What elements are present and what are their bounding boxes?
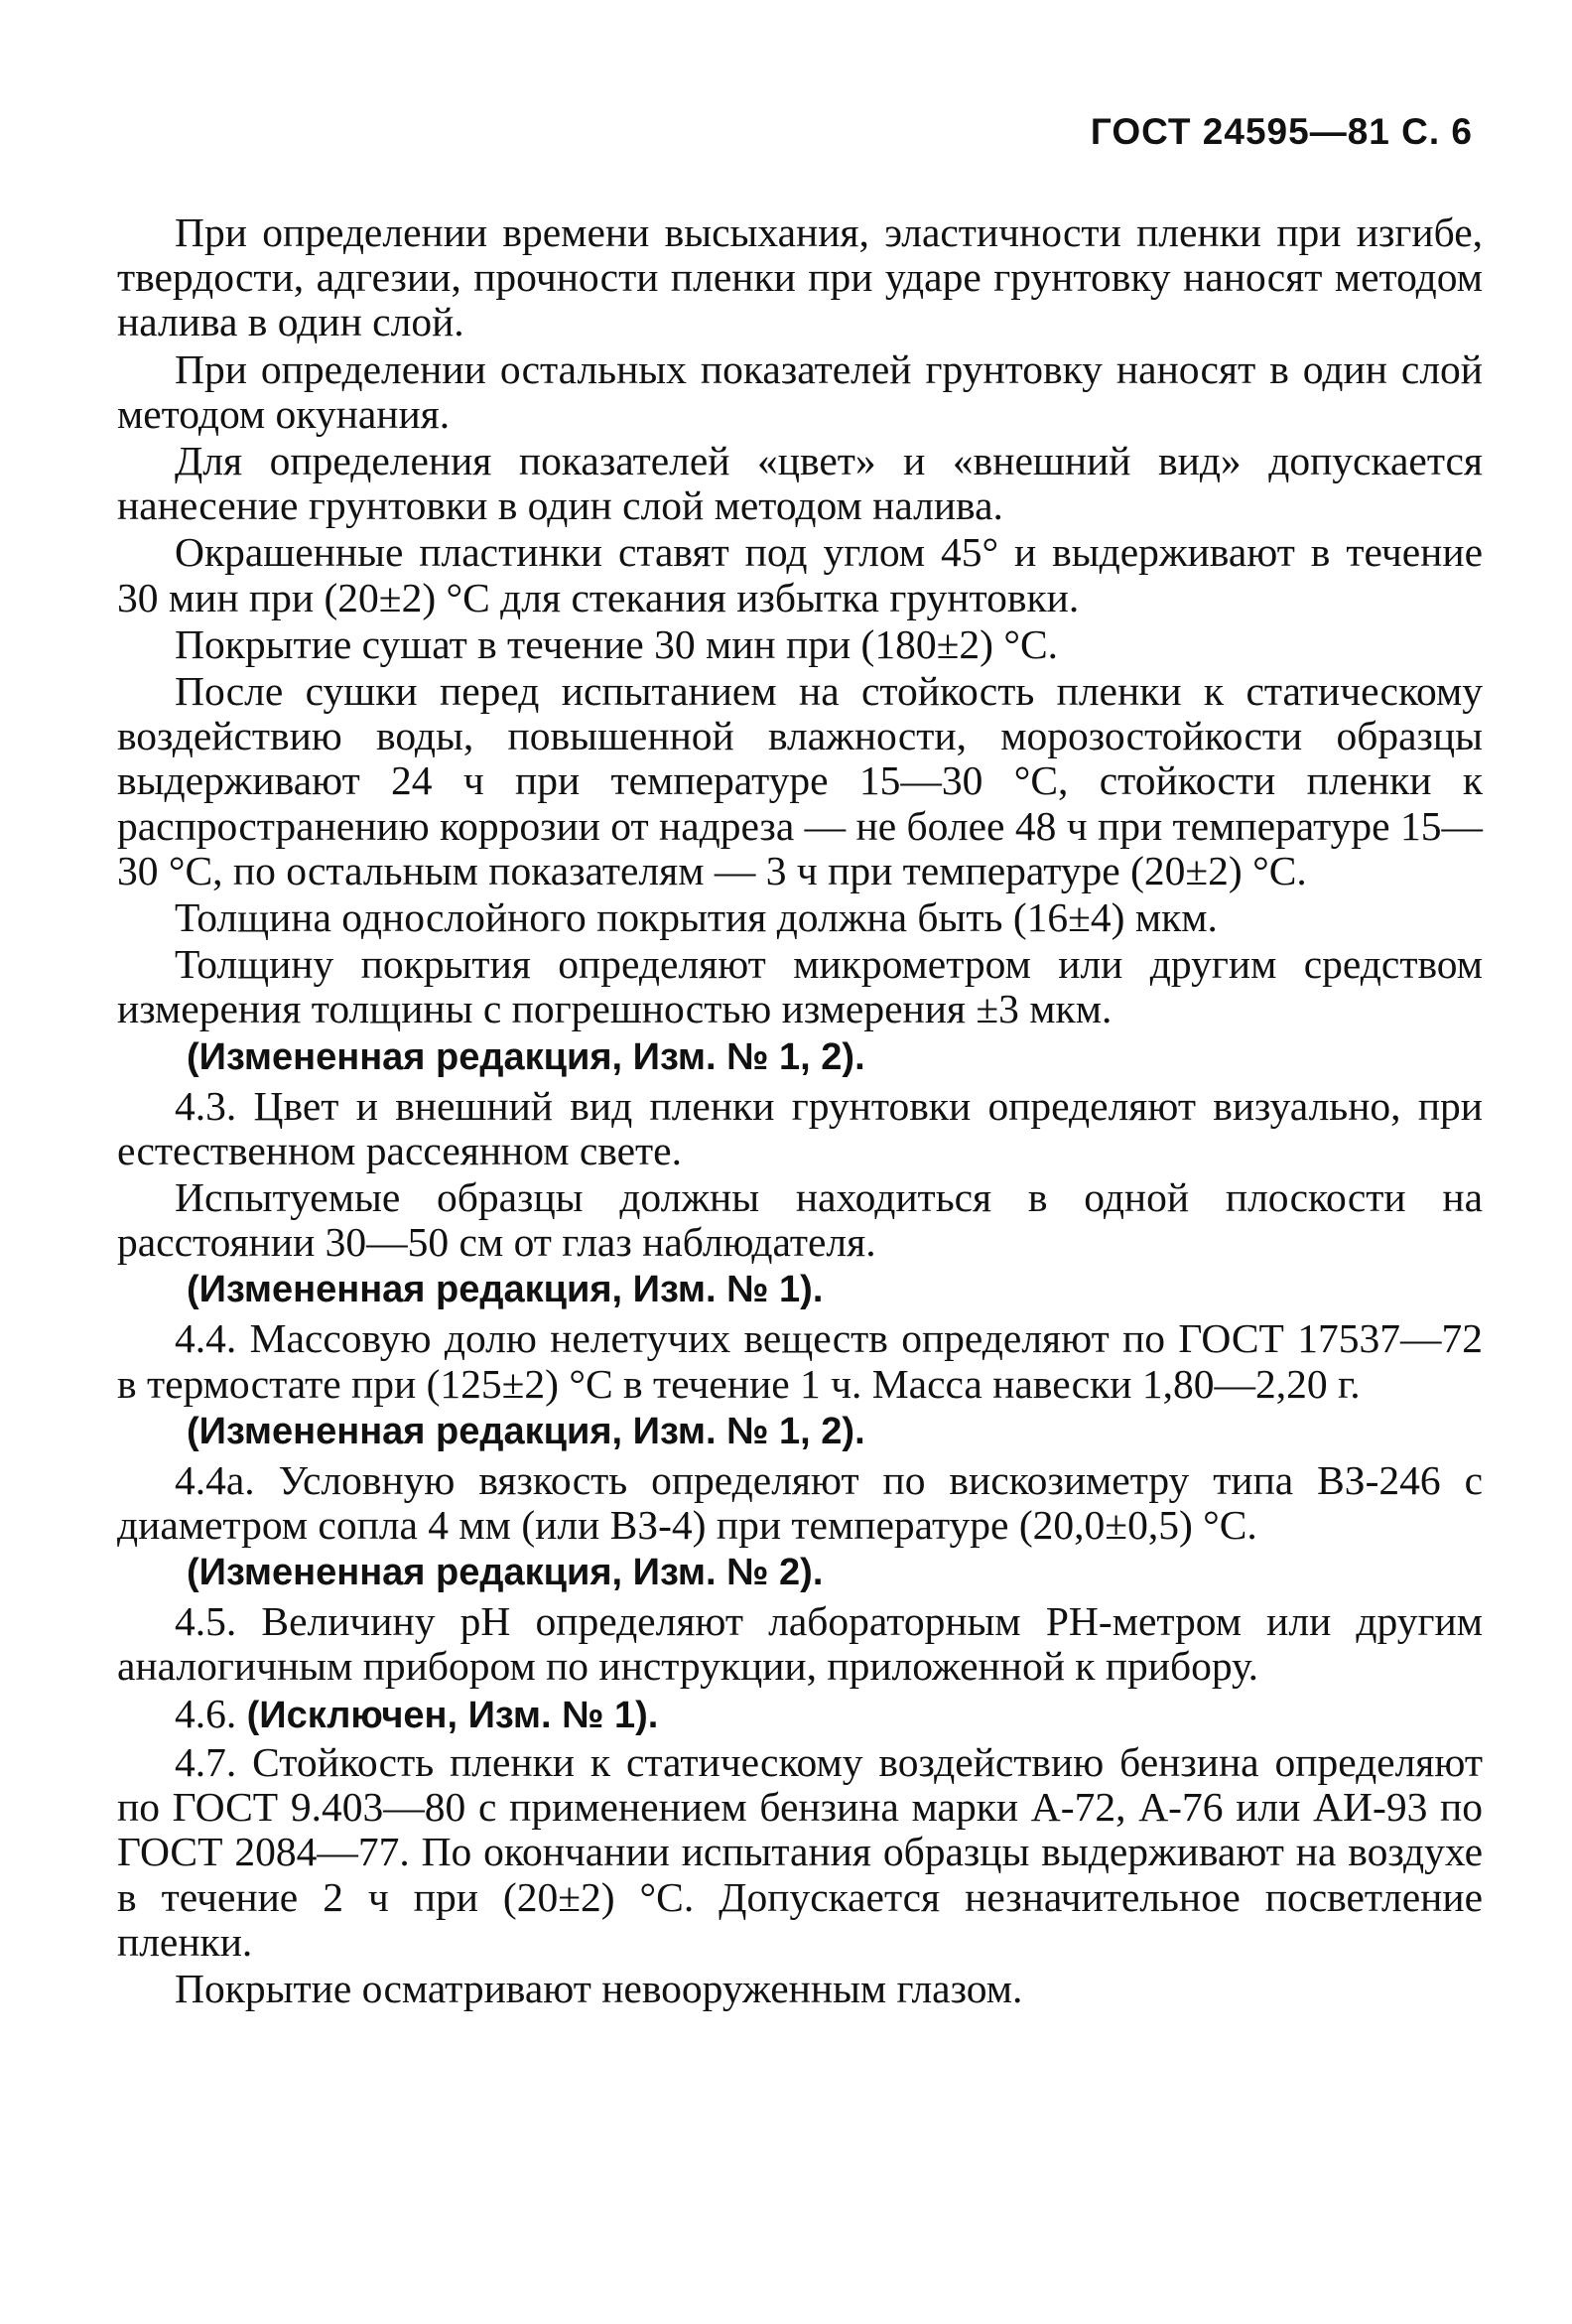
paragraph: Для определения показателей «цвет» и «внешний вид» допускается нанесение грунтовки в один слой методом налива.	[117, 438, 1483, 529]
paragraph-4-6	[117, 1692, 1483, 1738]
paragraph: Окрашенные пластинки ставят под углом 45° и выдерживают в течение 30 мин при (20±2) °С для стекания избытка грунтовки.	[117, 529, 1483, 620]
amendment-note: (Измененная редакция, Изм. № 1, 2).	[187, 1035, 865, 1078]
paragraph-4-4: 4.4. Массовую долю нелетучих веществ определяют по ГОСТ 17537—72 в термостате при (125±2) °С в течение 1 ч. Масса навески 1,80—2,20 г.	[117, 1315, 1483, 1407]
paragraph: При определении времени высыхания, эластичности пленки при изгибе, твердости, адгезии, прочности пленки при ударе грунтовку наносят методом налива в один слой.	[117, 209, 1483, 345]
paragraph-4-5: 4.5. Величину рН определяют лабораторным РН-метром или другим аналогичным прибором по инструкции, приложенной к прибору.	[117, 1598, 1483, 1690]
paragraph: Толщину покрытия определяют микрометром или другим средством измерения толщины с погрешностью измерения ±3 мкм.	[117, 941, 1483, 1032]
document-body	[117, 210, 1483, 2013]
paragraph: При определении остальных показателей грунтовку наносят в один слой методом окунания.	[117, 345, 1483, 437]
paragraph: Толщина однослойного покрытия должна быть (16±4) мкм.	[175, 894, 1218, 941]
amendment-note: (Измененная редакция, Изм. № 1, 2).	[187, 1410, 865, 1452]
paragraph: Покрытие сушат в течение 30 мин при (180±2) °С.	[175, 620, 1059, 667]
amendment-note: (Измененная редакция, Изм. № 1).	[187, 1269, 824, 1311]
paragraph-4-3: 4.3. Цвет и внешний вид пленки грунтовки определяют визуально, при естественном рассеянном свете.	[117, 1082, 1483, 1173]
paragraph: Покрытие осматривают невооруженным глазом.	[175, 1965, 1023, 2011]
paragraph: После сушки перед испытанием на стойкость пленки к статическому воздействию воды, повышенной влажности, морозостойкости образцы выдерживают 24 ч при температуре 15—30 °С, стойкости пленки к распространению коррозии от надреза — не более 48 ч при температуре 15—30 °С, по остальным показателям — 3 ч при температуре (20±2) °С.	[117, 668, 1483, 893]
excluded-note: (Исключен, Изм. № 1).	[246, 1694, 659, 1736]
paragraph: Испытуемые образцы должны находиться в одной плоскости на расстоянии 30—50 см от глаз наблюдателя.	[117, 1174, 1483, 1266]
page-header: ГОСТ 24595—81 С. 6	[1090, 111, 1473, 152]
amendment-note: (Измененная редакция, Изм. № 2).	[187, 1552, 824, 1594]
paragraph-4-7: 4.7. Стойкость пленки к статическому воздействию бензина определяют по ГОСТ 9.403—80 с применением бензина марки А-72, А-76 или АИ-93 по ГОСТ 2084—77. По окончании испытания образцы выдерживают на воздухе в течение 2 ч при (20±2) °С. Допускается незначительное посветление пленки.	[117, 1738, 1483, 1965]
clause-number: 4.6.	[175, 1690, 237, 1736]
paragraph-4-4a: 4.4а. Условную вязкость определяют по вискозиметру типа ВЗ-246 с диаметром сопла 4 мм (или ВЗ-4) при температуре (20,0±0,5) °С.	[117, 1456, 1483, 1549]
